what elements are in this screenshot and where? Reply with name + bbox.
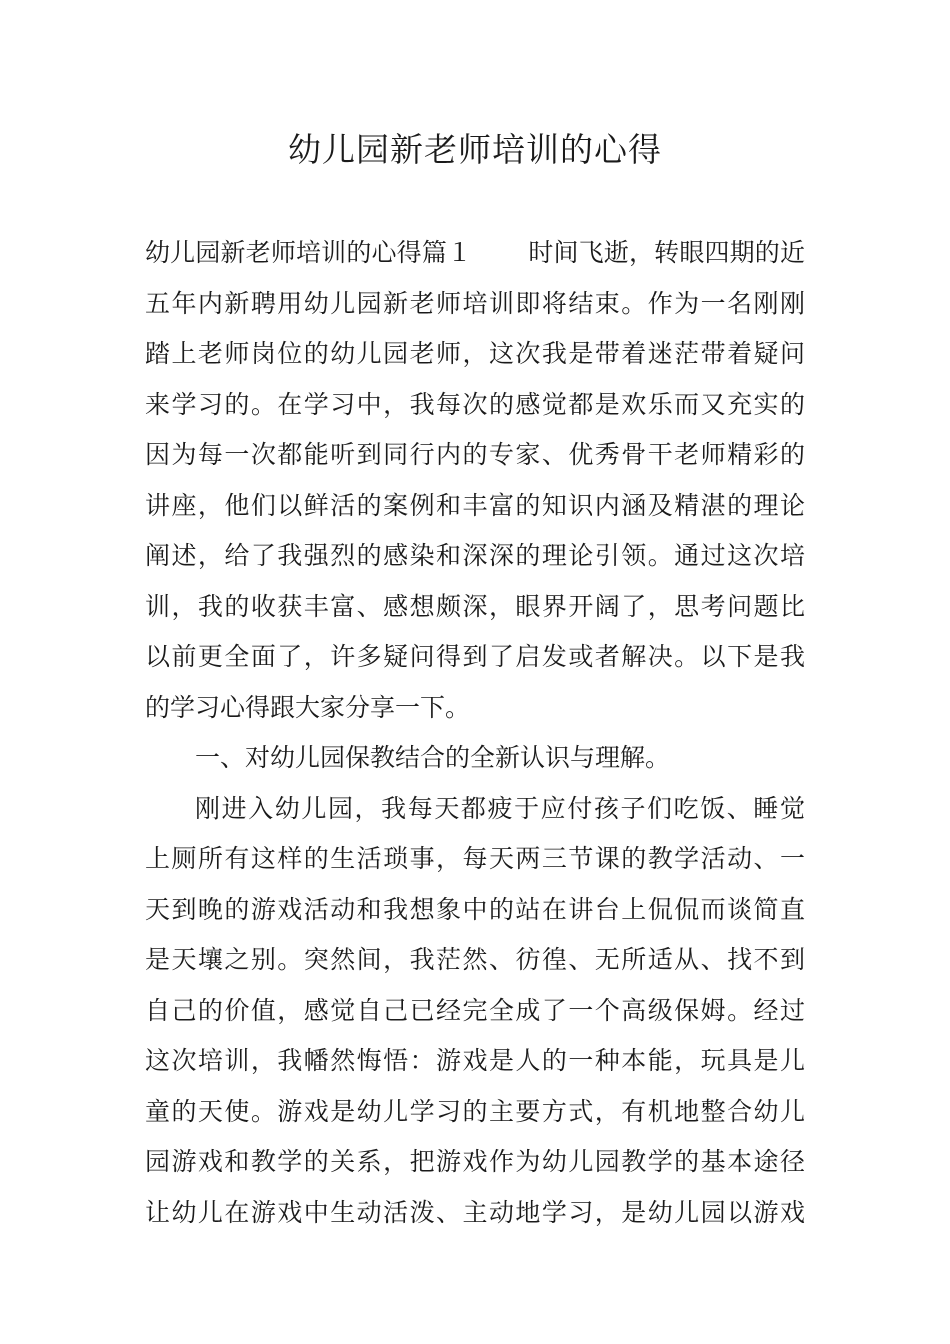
paragraph-line: 来学习的。在学习中，我每次的感觉都是欢乐而又充实的 [145,389,805,419]
paragraph-line: 阐述，给了我强烈的感染和深深的理论引领。通过这次培 [145,541,805,570]
paragraph-line: 以前更全面了，许多疑问得到了启发或者解决。以下是我 [145,642,805,671]
paragraph-line: 五年内新聘用幼儿园新老师培训即将结束。作为一名刚刚 [145,288,805,318]
paragraph-line: 让幼儿在游戏中生动活泼、主动地学习，是幼儿园以游戏 [145,1197,805,1227]
paragraph-line: 讲座，他们以鲜活的案例和丰富的知识内涵及精湛的理论 [145,490,805,520]
paragraph-line: 园游戏和教学的关系，把游戏作为幼儿园教学的基本途径 [145,1147,805,1176]
document-title: 幼儿园新老师培训的心得 [288,130,662,169]
paragraph-line: 刚进入幼儿园，我每天都疲于应付孩子们吃饭、睡觉 [195,793,805,823]
document-body [145,228,805,1238]
paragraph-line [145,228,805,279]
paragraph-line: 自己的价值，感觉自己已经完全成了一个高级保姆。经过 [145,995,805,1025]
paragraph-line: 是天壤之别。突然间，我茫然、彷徨、无所适从、找不到 [145,945,805,974]
paragraph-line: 这次培训，我幡然悔悟：游戏是人的一种本能，玩具是儿 [145,1046,805,1075]
paragraph-line: 天到晚的游戏活动和我想象中的站在讲台上侃侃而谈简直 [145,894,805,924]
section-heading: 一、对幼儿园保教结合的全新认识与理解。 [195,743,671,772]
paragraph-line: 训，我的收获丰富、感想颇深，眼界开阔了，思考问题比 [145,591,805,621]
paragraph-line: 童的天使。游戏是幼儿学习的主要方式，有机地整合幼儿 [145,1096,805,1126]
paragraph-line: 上厕所有这样的生活琐事，每天两三节课的教学活动、一 [145,844,805,873]
article-heading: 幼儿园新老师培训的心得篇１ [145,238,473,267]
paragraph-line: 因为每一次都能听到同行内的专家、优秀骨干老师精彩的 [145,440,805,469]
paragraph-line: 的学习心得跟大家分享一下。 [145,692,471,722]
paragraph-line: 踏上老师岗位的幼儿园老师，这次我是带着迷茫带着疑问 [145,339,805,368]
paragraph-text: 时间飞逝，转眼四期的近 [528,238,805,267]
